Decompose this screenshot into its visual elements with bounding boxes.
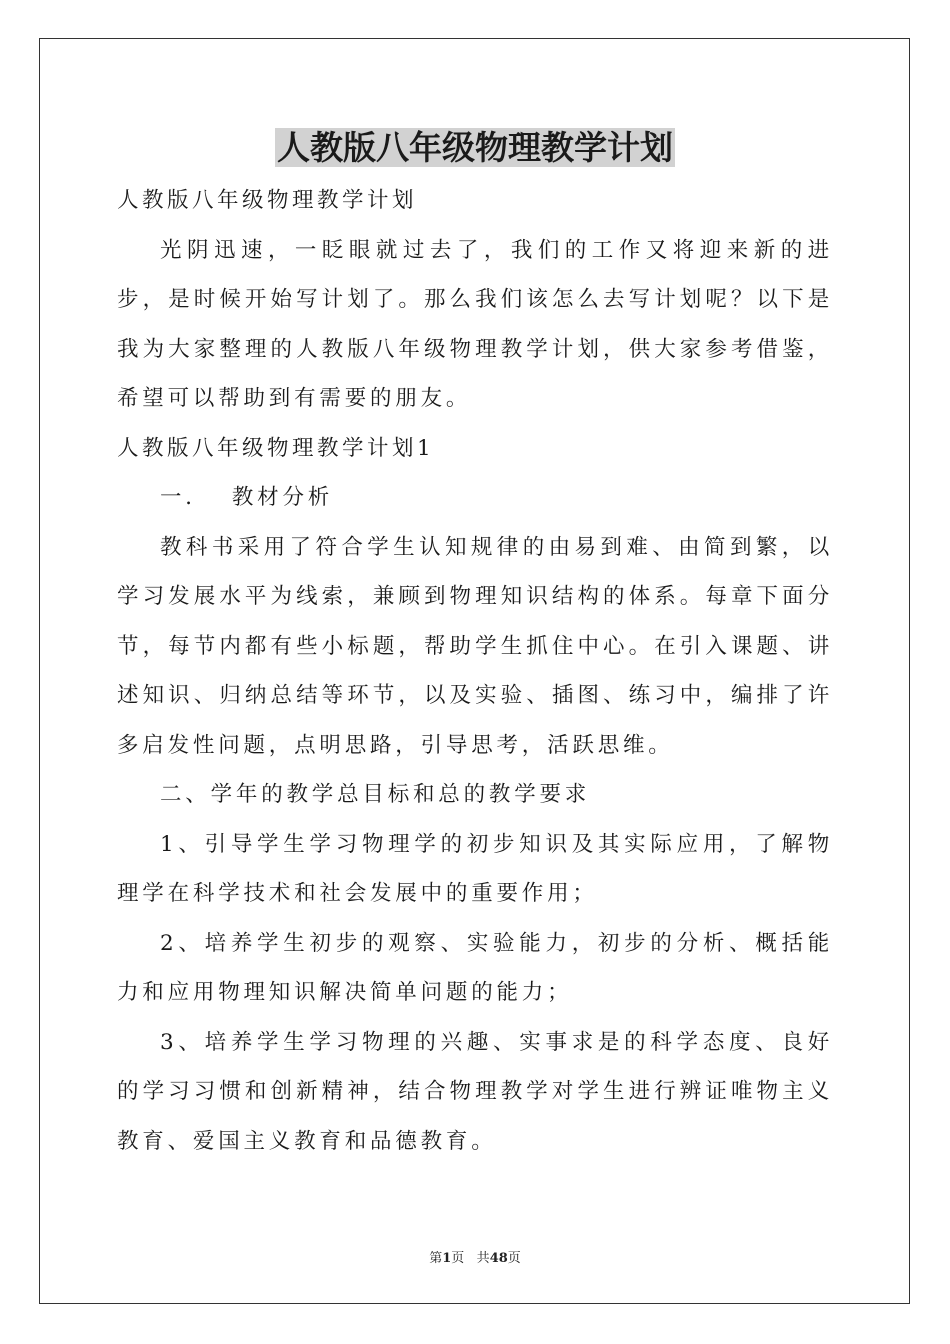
document-title [0, 126, 950, 170]
total-suffix: 页 [507, 1251, 521, 1266]
goal-item-1: 1、引导学生学习物理学的初步知识及其实际应用，了解物理学在科学技术和社会发展中的重要作用； [117, 831, 833, 906]
paragraph-textbook-analysis: 教科书采用了符合学生认知规律的由易到难、由简到繁，以学习发展水平为线索，兼顾到物理知识结构的体系。每章下面分节，每节内都有些小标题，帮助学生抓住中心。在引入课题、讲述知识、归纳总结等环节，以及实验、插图、练习中，编排了许多启发性问题，点明思路，引导思考，活跃思维。 [117, 534, 833, 758]
page-footer [0, 1247, 950, 1266]
page-prefix: 第 [429, 1251, 443, 1266]
page-number: 1 [442, 1251, 452, 1266]
heading-teaching-goals: 二、学年的教学总目标和总的教学要求 [160, 782, 591, 807]
goal-item-3: 3、培养学生学习物理的兴趣、实事求是的科学态度、良好的学习习惯和创新精神，结合物理教学对学生进行辨证唯物主义教育、爱国主义教育和品德教育。 [117, 1029, 833, 1154]
subtitle-line: 人教版八年级物理教学计划 [117, 188, 418, 213]
page-suffix: 页 [451, 1251, 465, 1266]
section-heading: 人教版八年级物理教学计划1 [117, 435, 435, 461]
total-pages: 48 [489, 1251, 508, 1266]
intro-paragraph: 光阴迅速，一眨眼就过去了，我们的工作又将迎来新的进步，是时候开始写计划了。那么我们该怎么去写计划呢？以下是我为大家整理的人教版八年级物理教学计划，供大家参考借鉴，希望可以帮助到有需要的朋友。 [117, 237, 833, 411]
document-title-text: 人教版八年级物理教学计划 [277, 128, 673, 167]
heading-textbook-analysis: 一． 教材分析 [160, 485, 334, 510]
document-body [117, 176, 833, 1166]
total-prefix: 共 [476, 1251, 490, 1266]
goal-item-2: 2、培养学生初步的观察、实验能力，初步的分析、概括能力和应用物理知识解决简单问题的能力； [117, 930, 833, 1005]
